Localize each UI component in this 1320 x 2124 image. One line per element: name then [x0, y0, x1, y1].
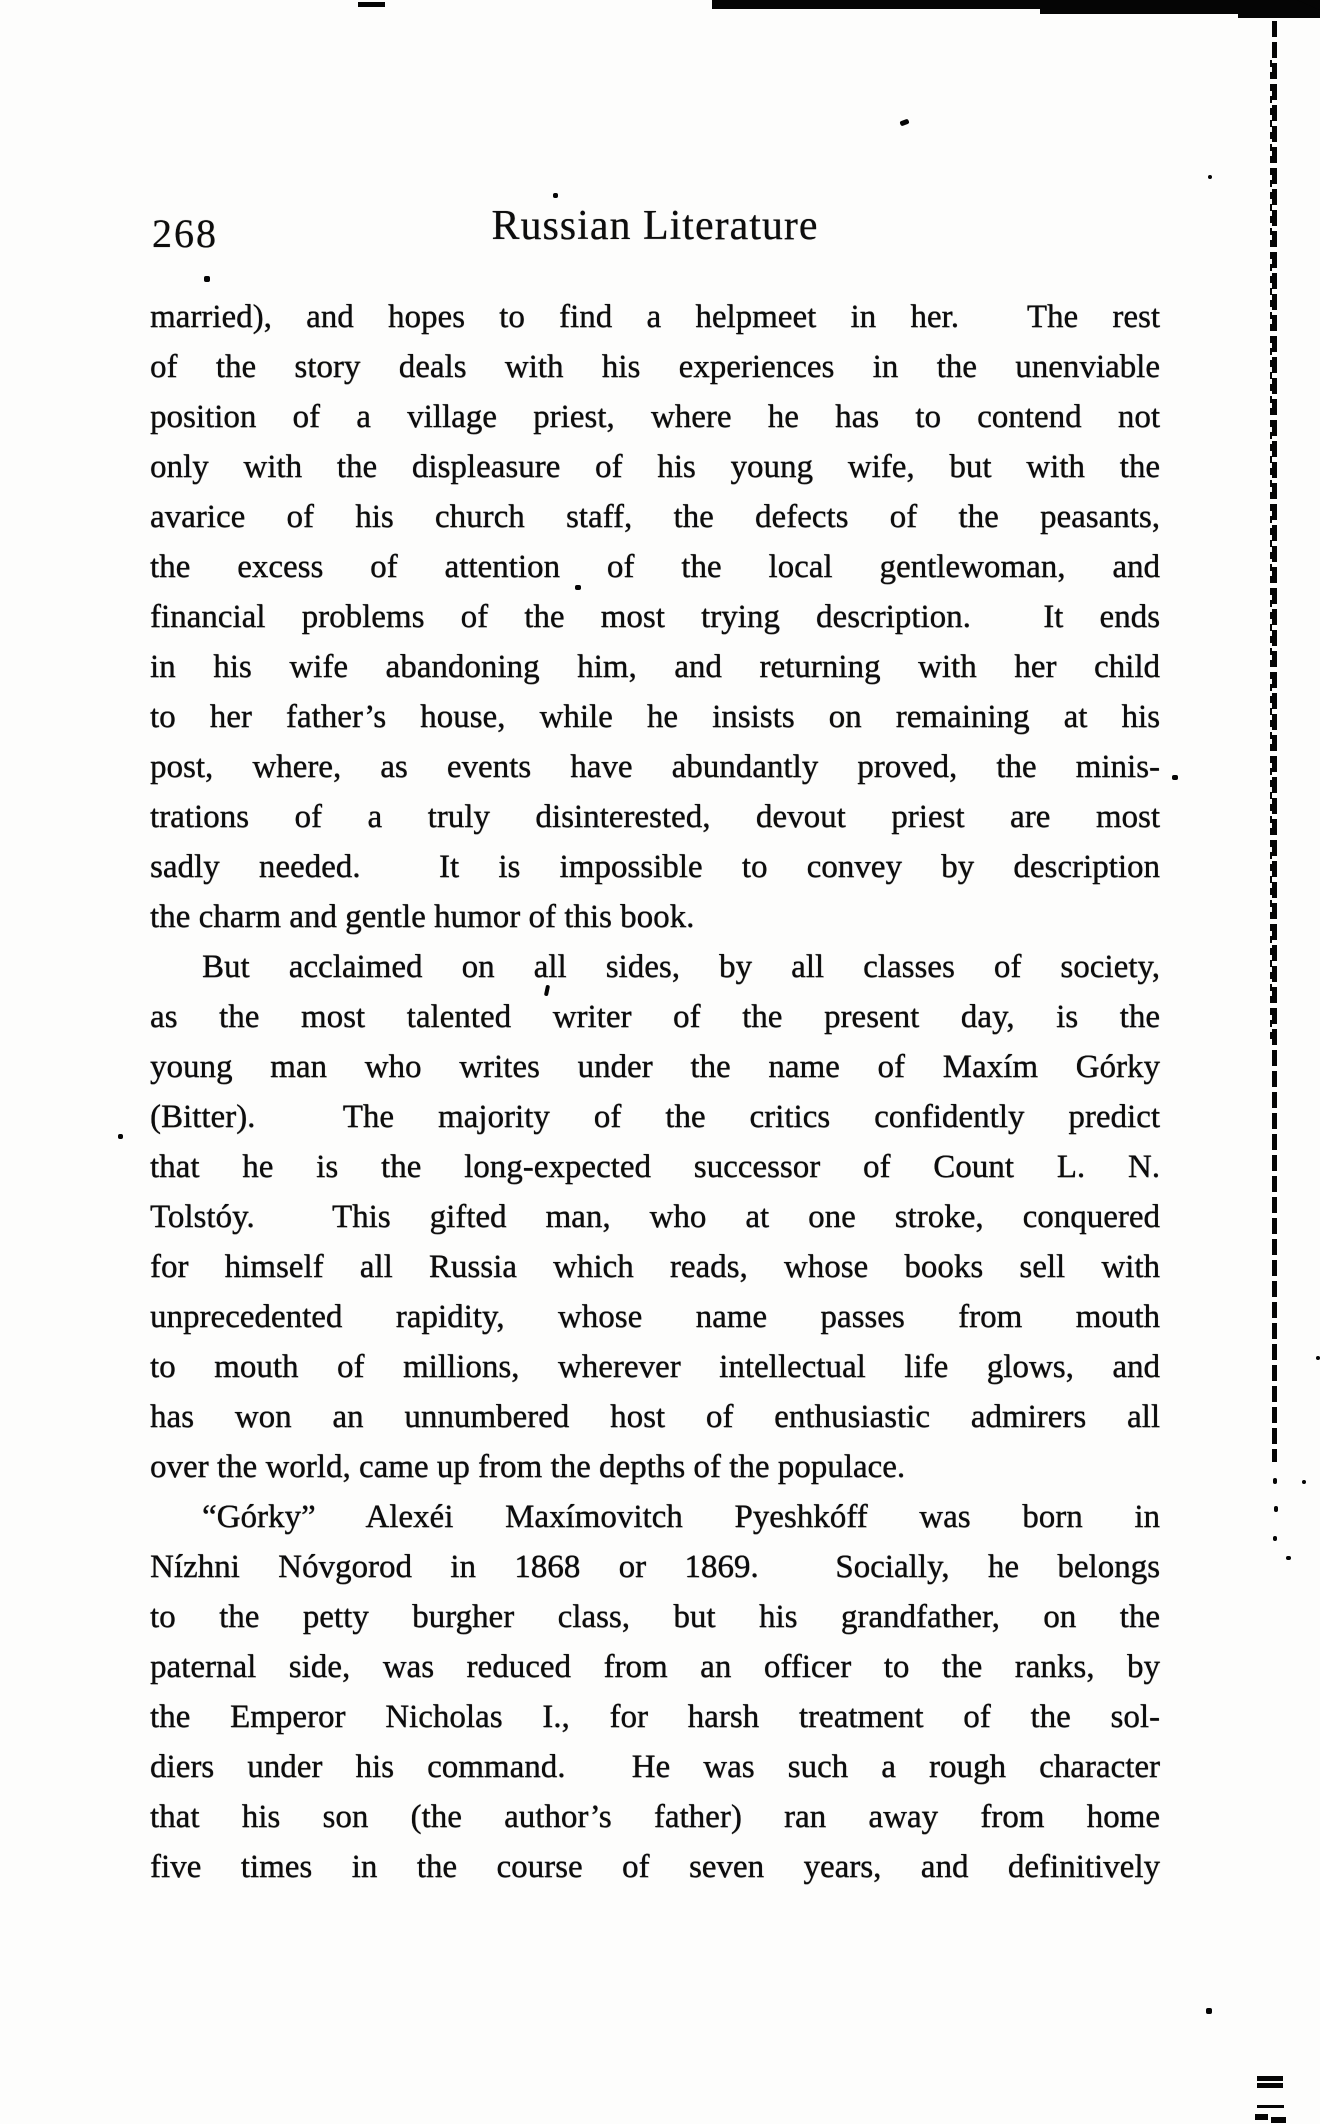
scan-bottom-artifact: [1257, 2105, 1284, 2108]
running-header-title: Russian Literature: [491, 203, 819, 249]
paragraph: [150, 292, 1160, 942]
text-line: that his son (the author’s father) ran away from home: [150, 1799, 1160, 1835]
scan-speck: [1208, 175, 1212, 179]
scan-speck: [1206, 2008, 1212, 2014]
text-line: post, where, as events have abundantly proved, the minis-: [150, 749, 1160, 785]
text-line: paternal side, was reduced from an officer to the ranks, by: [150, 1649, 1160, 1685]
text-line: only with the displeasure of his young wife, but with the: [150, 449, 1160, 485]
scan-speck: [204, 276, 210, 282]
text-line: has won an unnumbered host of enthusiastic admirers all: [150, 1399, 1160, 1435]
scan-speck: [553, 193, 558, 198]
text-line: sadly needed. It is impossible to convey by description: [150, 849, 1160, 885]
scan-speck: [1273, 1536, 1277, 1541]
text-line: five times in the course of seven years, and definitively: [150, 1849, 1160, 1885]
text-line: But acclaimed on all sides, by all classes of society,: [202, 949, 1160, 985]
page-gutter-line: [1270, 60, 1272, 1040]
text-line: the charm and gentle humor of this book.: [150, 899, 695, 935]
scan-speck: [1172, 775, 1178, 780]
text-line: young man who writes under the name of Maxím Górky: [150, 1049, 1160, 1085]
scan-speck: [358, 2, 385, 7]
text-line: married), and hopes to find a helpmeet in her. The rest: [150, 299, 1160, 335]
scan-speck: [1302, 1480, 1306, 1484]
page-header: [150, 202, 1160, 262]
scan-speck: [1316, 1356, 1320, 1360]
scan-speck: [1286, 1556, 1291, 1560]
text-line: (Bitter). The majority of the critics confidently predict: [150, 1099, 1160, 1135]
text-line: to mouth of millions, wherever intellectual life glows, and: [150, 1349, 1160, 1385]
text-line: position of a village priest, where he has to contend not: [150, 399, 1160, 435]
scan-speck: [899, 119, 909, 127]
text-line: for himself all Russia which reads, whose books sell with: [150, 1249, 1160, 1285]
text-line: to her father’s house, while he insists on remaining at his: [150, 699, 1160, 735]
text-line: Tolstóy. This gifted man, who at one stroke, conquered: [150, 1199, 1160, 1235]
text-line: of the story deals with his experiences in the unenviable: [150, 349, 1160, 385]
text-line: that he is the long-expected successor of Count L. N.: [150, 1149, 1160, 1185]
text-line: the Emperor Nicholas I., for harsh treatment of the sol-: [150, 1699, 1160, 1735]
text-line: trations of a truly disinterested, devout priest are most: [150, 799, 1160, 835]
page-body-text: [150, 292, 1160, 1892]
text-line: in his wife abandoning him, and returning with her child: [150, 649, 1160, 685]
text-line: financial problems of the most trying description. It ends: [150, 599, 1160, 635]
text-line: unprecedented rapidity, whose name passes from mouth: [150, 1299, 1160, 1335]
scan-speck: [118, 1134, 123, 1139]
text-line: “Górky” Alexéi Maxímovitch Pyeshkóff was born in: [202, 1499, 1160, 1535]
text-line: to the petty burgher class, but his grandfather, on the: [150, 1599, 1160, 1635]
scan-bottom-artifact: [1271, 2117, 1286, 2123]
scan-bottom-artifact: [1255, 2114, 1268, 2120]
text-line: Nízhni Nóvgorod in 1868 or 1869. Socially, he belongs: [150, 1549, 1160, 1585]
text-line: over the world, came up from the depths of the populace.: [150, 1449, 906, 1485]
page-number: 268: [152, 211, 218, 256]
text-line: avarice of his church staff, the defects of the peasants,: [150, 499, 1160, 535]
paragraph: [150, 1492, 1160, 1892]
scan-bottom-artifact: [1257, 2076, 1283, 2081]
page-gutter-line: [1272, 0, 1277, 1462]
paragraph: [150, 942, 1160, 1492]
scan-speck: [1273, 1478, 1277, 1484]
scan-bottom-artifact: [1257, 2083, 1283, 2088]
text-line: diers under his command. He was such a rough character: [150, 1749, 1160, 1785]
scan-speck: [1274, 1506, 1278, 1512]
text-line: as the most talented writer of the present day, is the: [150, 999, 1160, 1035]
text-line: the excess of attention of the local gentlewoman, and: [150, 549, 1160, 585]
